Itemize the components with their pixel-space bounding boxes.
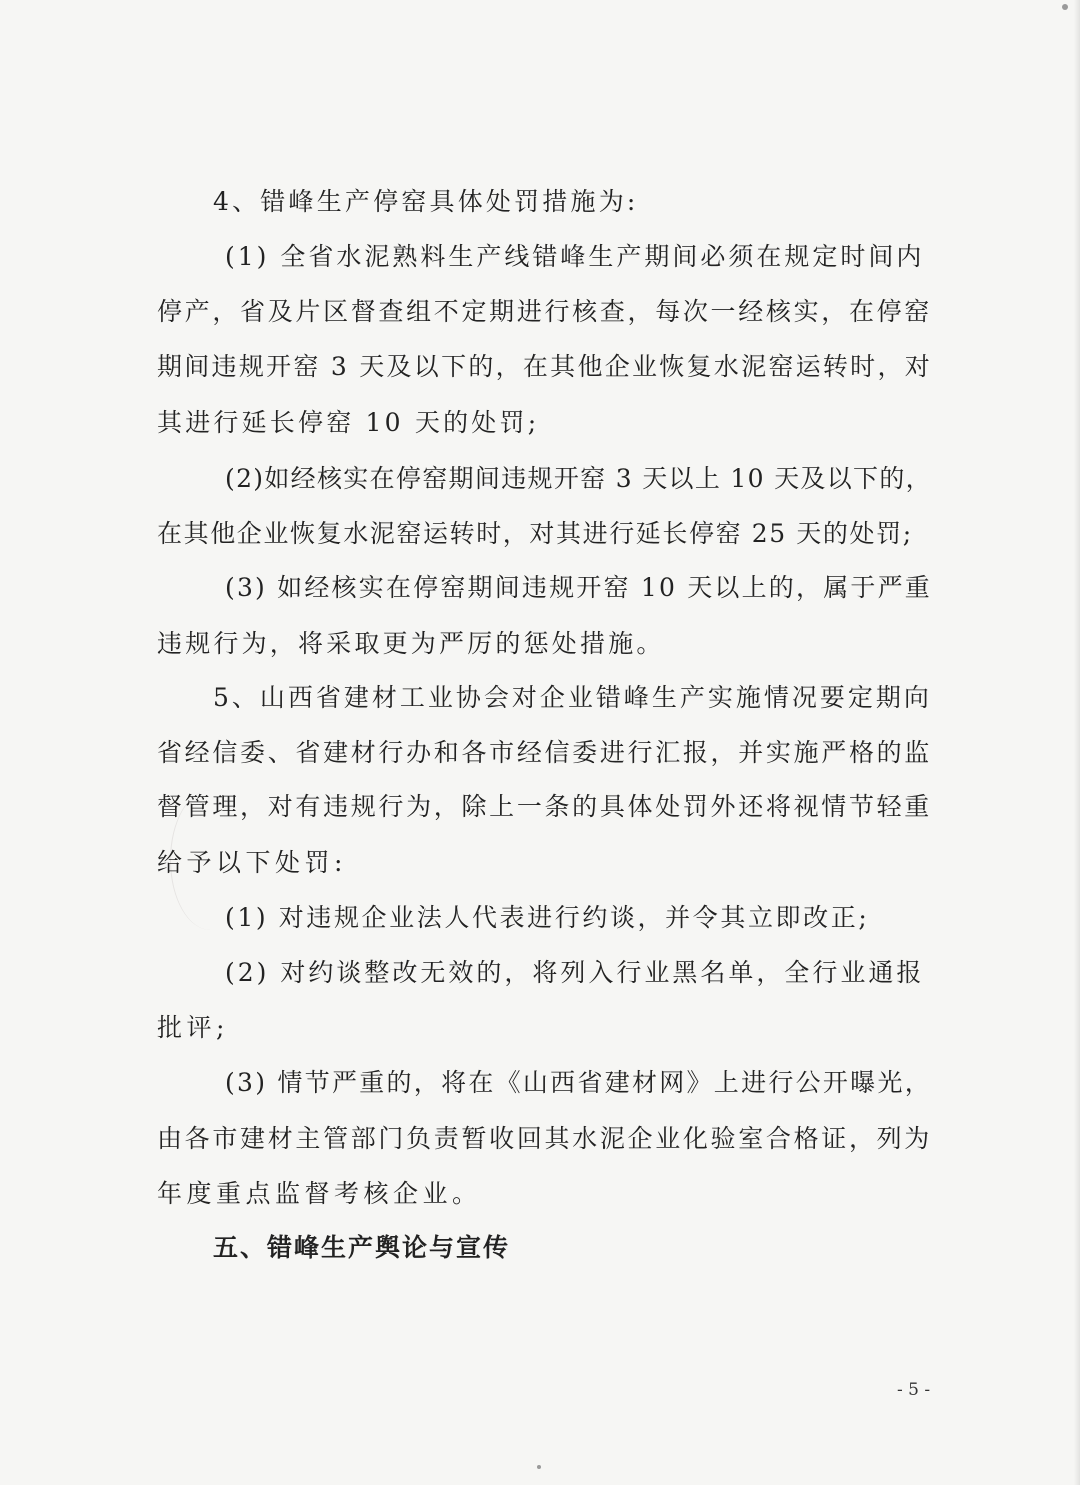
text-line: 由各市建材主管部门负责暂收回其水泥企业化验室合格证，列为 — [157, 1124, 932, 1153]
paragraph-line — [0, 182, 1080, 222]
section-heading — [0, 1228, 1080, 1268]
paragraph-line — [0, 568, 1080, 608]
text-line: 5、山西省建材工业协会对企业错峰生产实施情况要定期向 — [213, 683, 932, 712]
paragraph-line — [0, 514, 1080, 554]
text-line: (1) 对违规企业法人代表进行约谈，并令其立即改正; — [225, 903, 870, 932]
paragraph-line — [0, 678, 1080, 718]
text-line: 给予以下处罚: — [157, 848, 347, 877]
page-number: - 5 - — [897, 1380, 931, 1400]
paragraph-line — [0, 1063, 1080, 1103]
paragraph-line — [0, 1174, 1080, 1214]
paragraph-line — [0, 624, 1080, 664]
text-line: 督管理，对有违规行为，除上一条的具体处罚外还将视情节轻重 — [157, 792, 932, 821]
section-heading-text: 五、错峰生产舆论与宣传 — [213, 1233, 511, 1262]
paragraph-line — [0, 347, 1080, 387]
paragraph-line — [0, 292, 1080, 332]
paragraph-line — [0, 1119, 1080, 1159]
text-line: 停产，省及片区督查组不定期进行核查，每次一经核实，在停窑 — [157, 297, 932, 326]
paragraph-line — [0, 403, 1080, 443]
text-line: (3) 情节严重的，将在《山西省建材网》上进行公开曝光， — [225, 1068, 932, 1097]
paragraph-line — [0, 787, 1080, 827]
text-line: 违规行为，将采取更为严厉的惩处措施。 — [157, 629, 665, 658]
text-line: 批评; — [157, 1013, 229, 1042]
paragraph-line — [0, 898, 1080, 938]
paragraph-line — [0, 237, 1080, 277]
paragraph-line — [0, 459, 1080, 499]
text-line: 4、错峰生产停窑具体处罚措施为: — [213, 187, 639, 216]
scan-speck — [1062, 4, 1068, 10]
paragraph-line — [0, 843, 1080, 883]
text-line: 年度重点监督考核企业。 — [157, 1179, 482, 1208]
text-line: (1) 全省水泥熟料生产线错峰生产期间必须在规定时间内 — [225, 242, 925, 271]
paragraph-line — [0, 733, 1080, 773]
text-line: 期间违规开窑 3 天及以下的，在其他企业恢复水泥窑运转时，对 — [157, 352, 932, 381]
paragraph-line — [0, 953, 1080, 993]
paragraph-line — [0, 1008, 1080, 1048]
text-line: 在其他企业恢复水泥窑运转时，对其进行延长停窑 25 天的处罚; — [157, 519, 913, 548]
text-line: (2)如经核实在停窑期间违规开窑 3 天以上 10 天及以下的， — [225, 464, 932, 493]
text-line: (3) 如经核实在停窑期间违规开窑 10 天以上的，属于严重 — [225, 573, 932, 602]
text-line: 省经信委、省建材行办和各市经信委进行汇报，并实施严格的监 — [157, 738, 932, 767]
text-line: (2) 对约谈整改无效的，将列入行业黑名单，全行业通报 — [225, 958, 925, 987]
scan-speck — [537, 1465, 541, 1469]
text-line: 其进行延长停窑 10 天的处罚; — [157, 408, 540, 437]
